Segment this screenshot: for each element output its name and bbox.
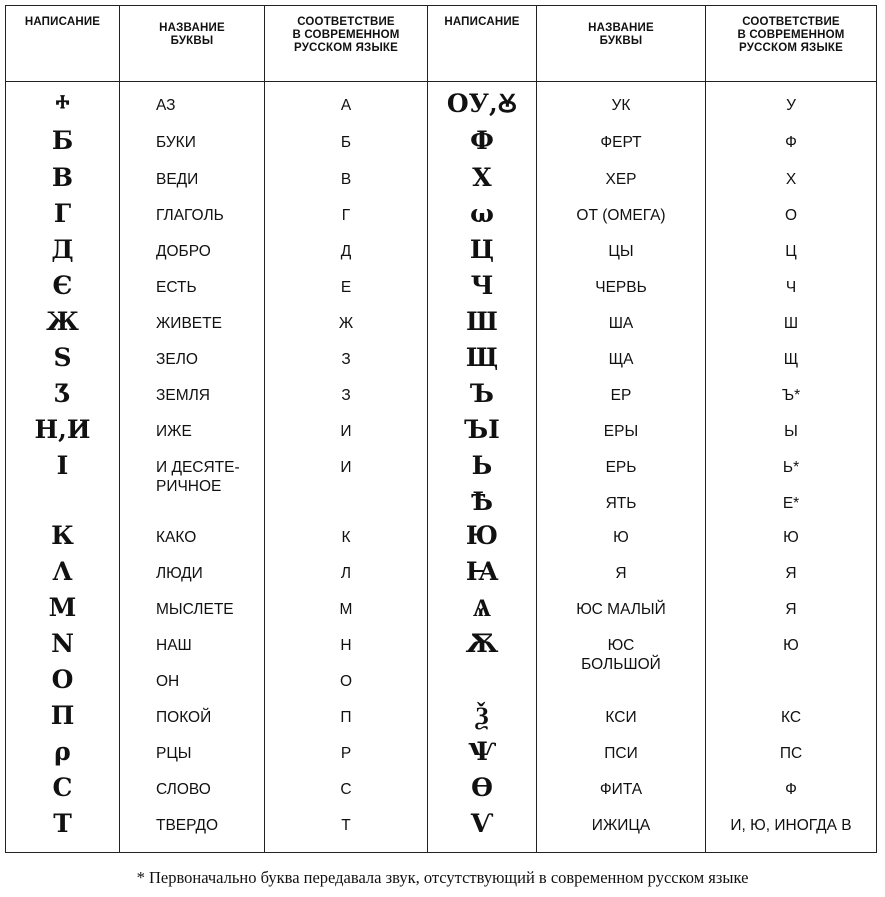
modern-letter: Ю (783, 637, 799, 654)
letter-glyph: Ѳ (471, 773, 493, 802)
letter-glyph: N (51, 629, 74, 658)
letter-name: ФЕРТ (600, 134, 642, 151)
modern-letter: Ф (785, 134, 797, 151)
letter-name: ОТ (ОМЕГА) (576, 207, 666, 224)
modern-letter: Ы (784, 423, 798, 440)
modern-letter: Я (785, 601, 797, 618)
modern-letter: Ц (785, 243, 797, 260)
letter-name: ПСИ (604, 745, 638, 762)
modern-letter: Ч (785, 279, 797, 296)
header-name-right: НАЗВАНИЕ БУКВЫ (588, 22, 654, 47)
letter-name: И ДЕСЯТЕ- РИЧНОЕ (156, 459, 240, 495)
letter-glyph: ω (470, 199, 494, 228)
modern-letter: З (341, 351, 351, 368)
modern-letter: А (340, 97, 352, 114)
letter-glyph: О (51, 665, 74, 694)
modern-letter: О (784, 207, 798, 224)
letter-glyph: Г (53, 199, 72, 228)
letter-name: БУКИ (156, 134, 196, 151)
letter-glyph: Ъ (470, 379, 494, 408)
letter-glyph: Є (52, 271, 73, 300)
modern-letter: Е* (782, 495, 800, 512)
letter-glyph: Ь (471, 451, 493, 480)
letter-glyph: Н,И (34, 415, 91, 444)
letter-glyph: Ѵ (470, 809, 494, 838)
letter-name: РЦЫ (156, 745, 192, 762)
letter-name: ЗЕМЛЯ (156, 387, 210, 404)
column-divider (119, 6, 120, 852)
modern-letter: В (340, 171, 352, 188)
modern-letter: Ж (338, 315, 354, 332)
letter-glyph: М (48, 593, 77, 622)
letter-name: ЕСТЬ (156, 279, 197, 296)
letter-glyph: Т (53, 809, 72, 838)
letter-glyph: Ꙗ (465, 557, 499, 586)
letter-glyph: Д (51, 235, 74, 264)
letter-name: ЛЮДИ (156, 565, 203, 582)
letter-glyph: К (51, 521, 74, 550)
modern-letter: КС (780, 709, 802, 726)
letter-glyph: ЪІ (464, 415, 500, 444)
letter-name: ЕРЬ (605, 459, 637, 476)
letter-name: ША (608, 315, 634, 332)
letter-name: ЯТЬ (605, 495, 637, 512)
modern-letter: О (339, 673, 353, 690)
letter-name: ВЕДИ (156, 171, 199, 188)
letter-name: КСИ (605, 709, 637, 726)
modern-letter: Л (340, 565, 352, 582)
letter-name: ЧЕРВЬ (595, 279, 647, 296)
modern-letter: З (341, 387, 351, 404)
letter-glyph: Щ (465, 343, 499, 372)
letter-glyph: Х (472, 163, 492, 192)
modern-letter: Д (340, 243, 352, 260)
letter-name: Я (615, 565, 627, 582)
modern-letter: Щ (783, 351, 799, 368)
letter-glyph: Ю (465, 521, 499, 550)
letter-glyph: Ѱ (468, 737, 496, 766)
modern-letter: К (341, 529, 351, 546)
header-writing-right: НАПИСАНИЕ (444, 16, 520, 28)
letter-glyph: Б (51, 126, 74, 155)
letter-glyph: Ш (466, 307, 498, 336)
header-name-left: НАЗВАНИЕ БУКВЫ (159, 22, 225, 47)
modern-letter: Г (341, 207, 351, 224)
letter-name: АЗ (156, 97, 176, 114)
modern-letter: Б (340, 134, 352, 151)
letter-name: ЩА (608, 351, 634, 368)
letter-name: ИЖИЦА (591, 817, 651, 834)
letter-glyph: С (52, 773, 73, 802)
modern-letter: И (340, 423, 352, 440)
letter-name: ЗЕЛО (156, 351, 198, 368)
modern-letter: Ь* (782, 459, 800, 476)
letter-name: ПОКОЙ (156, 709, 212, 726)
modern-letter: М (339, 601, 353, 618)
modern-letter: Ш (783, 315, 799, 332)
letter-glyph: П (50, 701, 75, 730)
letter-name: НАШ (156, 637, 192, 654)
modern-letter: Р (340, 745, 352, 762)
letter-name: ЖИВЕТЕ (156, 315, 222, 332)
footnote: * Первоначально буква передавала звук, отсутствующий в современном русском языке (136, 868, 749, 887)
letter-name: УК (611, 97, 631, 114)
letter-name: ДОБРО (156, 243, 211, 260)
modern-letter: С (340, 781, 352, 798)
letter-glyph: Ч (470, 271, 494, 300)
modern-letter: Ъ* (781, 387, 801, 404)
modern-letter: Ф (785, 781, 797, 798)
alphabet-table (5, 5, 877, 853)
modern-letter: Я (785, 565, 797, 582)
letter-name: Ю (613, 529, 629, 546)
modern-letter: У (786, 97, 796, 114)
letter-glyph: В (51, 163, 74, 192)
header-modern-right: СООТВЕТСТВИЕ В СОВРЕМЕННОМ РУССКОМ ЯЗЫКЕ (737, 16, 845, 54)
letter-name: СЛОВО (156, 781, 211, 798)
modern-letter: Ю (783, 529, 799, 546)
modern-letter: Н (340, 637, 352, 654)
header-writing-left: НАПИСАНИЕ (24, 16, 101, 28)
modern-letter: Е (340, 279, 352, 296)
modern-letter: П (340, 709, 352, 726)
letter-name: ГЛАГОЛЬ (156, 207, 224, 224)
modern-letter: Х (785, 171, 797, 188)
letter-name: ЮС МАЛЫЙ (576, 601, 666, 618)
letter-glyph: Ʒ (54, 379, 71, 408)
letter-name: ИЖЕ (156, 423, 192, 440)
letter-name: ЕР (610, 387, 632, 404)
modern-letter: И (340, 459, 352, 476)
letter-glyph: Ѧ (472, 593, 492, 622)
letter-name: ЦЫ (608, 243, 634, 260)
letter-name: ОН (156, 673, 180, 690)
letter-glyph: ОУ,Ꙋ (446, 89, 518, 118)
letter-name: ХЕР (605, 171, 637, 188)
letter-glyph: Ѕ (53, 343, 72, 372)
letter-glyph: Ѫ (465, 629, 499, 658)
modern-letter: И, Ю, ИНОГДА В (730, 817, 852, 834)
letter-name: ЕРЫ (603, 423, 639, 440)
letter-name: ЮС БОЛЬШОЙ (581, 637, 661, 673)
letter-name: ТВЕРДО (156, 817, 218, 834)
header-divider (6, 81, 876, 82)
letter-glyph: Ж (46, 307, 79, 336)
letter-name: КАКО (156, 529, 197, 546)
letter-glyph: Ф (470, 126, 494, 155)
letter-glyph: Ц (469, 235, 495, 264)
letter-glyph: ⰰ (55, 89, 70, 118)
letter-glyph: ρ (54, 737, 71, 766)
modern-letter: Т (341, 817, 351, 834)
letter-name: МЫСЛЕТЕ (156, 601, 234, 618)
letter-glyph: Ѯ (475, 701, 489, 730)
header-modern-left: СООТВЕТСТВИЕ В СОВРЕМЕННОМ РУССКОМ ЯЗЫКЕ (292, 16, 400, 54)
letter-glyph: Ѣ (470, 487, 493, 516)
letter-glyph: Λ (52, 557, 73, 586)
letter-name: ФИТА (599, 781, 643, 798)
modern-letter: ПС (779, 745, 803, 762)
letter-glyph: І (56, 451, 69, 480)
